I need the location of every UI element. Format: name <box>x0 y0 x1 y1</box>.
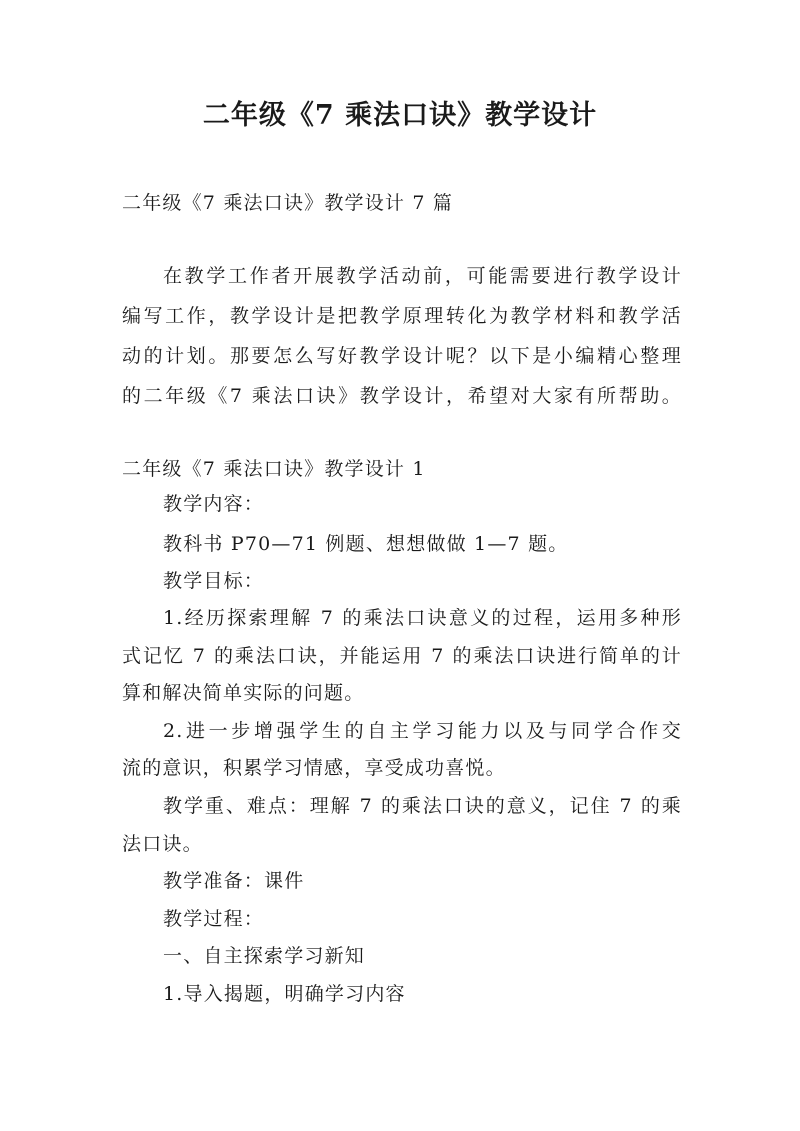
content-text: 教科书 P70—71 例题、想想做做 1—7 题。 <box>163 533 569 555</box>
intro-line-4: 的二年级《7 乘法口诀》教学设计，希望对大家有所帮助。 <box>122 385 682 407</box>
document-title: 二年级《7 乘法口诀》教学设计 <box>202 100 598 131</box>
document-subtitle: 二年级《7 乘法口诀》教学设计 7 篇 <box>122 192 454 214</box>
goal1-line-2: 式记忆 7 的乘法口诀，并能运用 7 的乘法口诀进行简单的计 <box>122 645 682 667</box>
part1-heading: 一、自主探索学习新知 <box>163 945 366 967</box>
content-label: 教学内容： <box>163 493 265 515</box>
step1-text: 1.导入揭题，明确学习内容 <box>163 983 406 1005</box>
key-points-line-2: 法口诀。 <box>122 833 203 855</box>
intro-line-3: 动的计划。那要怎么写好教学设计呢？以下是小编精心整理 <box>122 345 682 367</box>
process-label: 教学过程： <box>163 908 265 930</box>
prep-text: 教学准备：课件 <box>163 870 305 892</box>
goal1-line-1: 1.经历探索理解 7 的乘法口诀意义的过程，运用多种形 <box>163 607 682 629</box>
intro-line-1: 在教学工作者开展教学活动前，可能需要进行教学设计 <box>163 265 682 287</box>
goal-label: 教学目标： <box>163 570 265 592</box>
goal2-line-1: 2.进一步增强学生的自主学习能力以及与同学合作交 <box>163 720 682 742</box>
goal2-line-2: 流的意识，积累学习情感，享受成功喜悦。 <box>122 757 506 779</box>
key-points-line-1: 教学重、难点：理解 7 的乘法口诀的意义，记住 7 的乘 <box>163 795 682 817</box>
section-heading: 二年级《7 乘法口诀》教学设计 1 <box>122 458 426 480</box>
intro-line-2: 编写工作，教学设计是把教学原理转化为教学材料和教学活 <box>122 305 682 327</box>
goal1-line-3: 算和解决简单实际的问题。 <box>122 682 365 704</box>
